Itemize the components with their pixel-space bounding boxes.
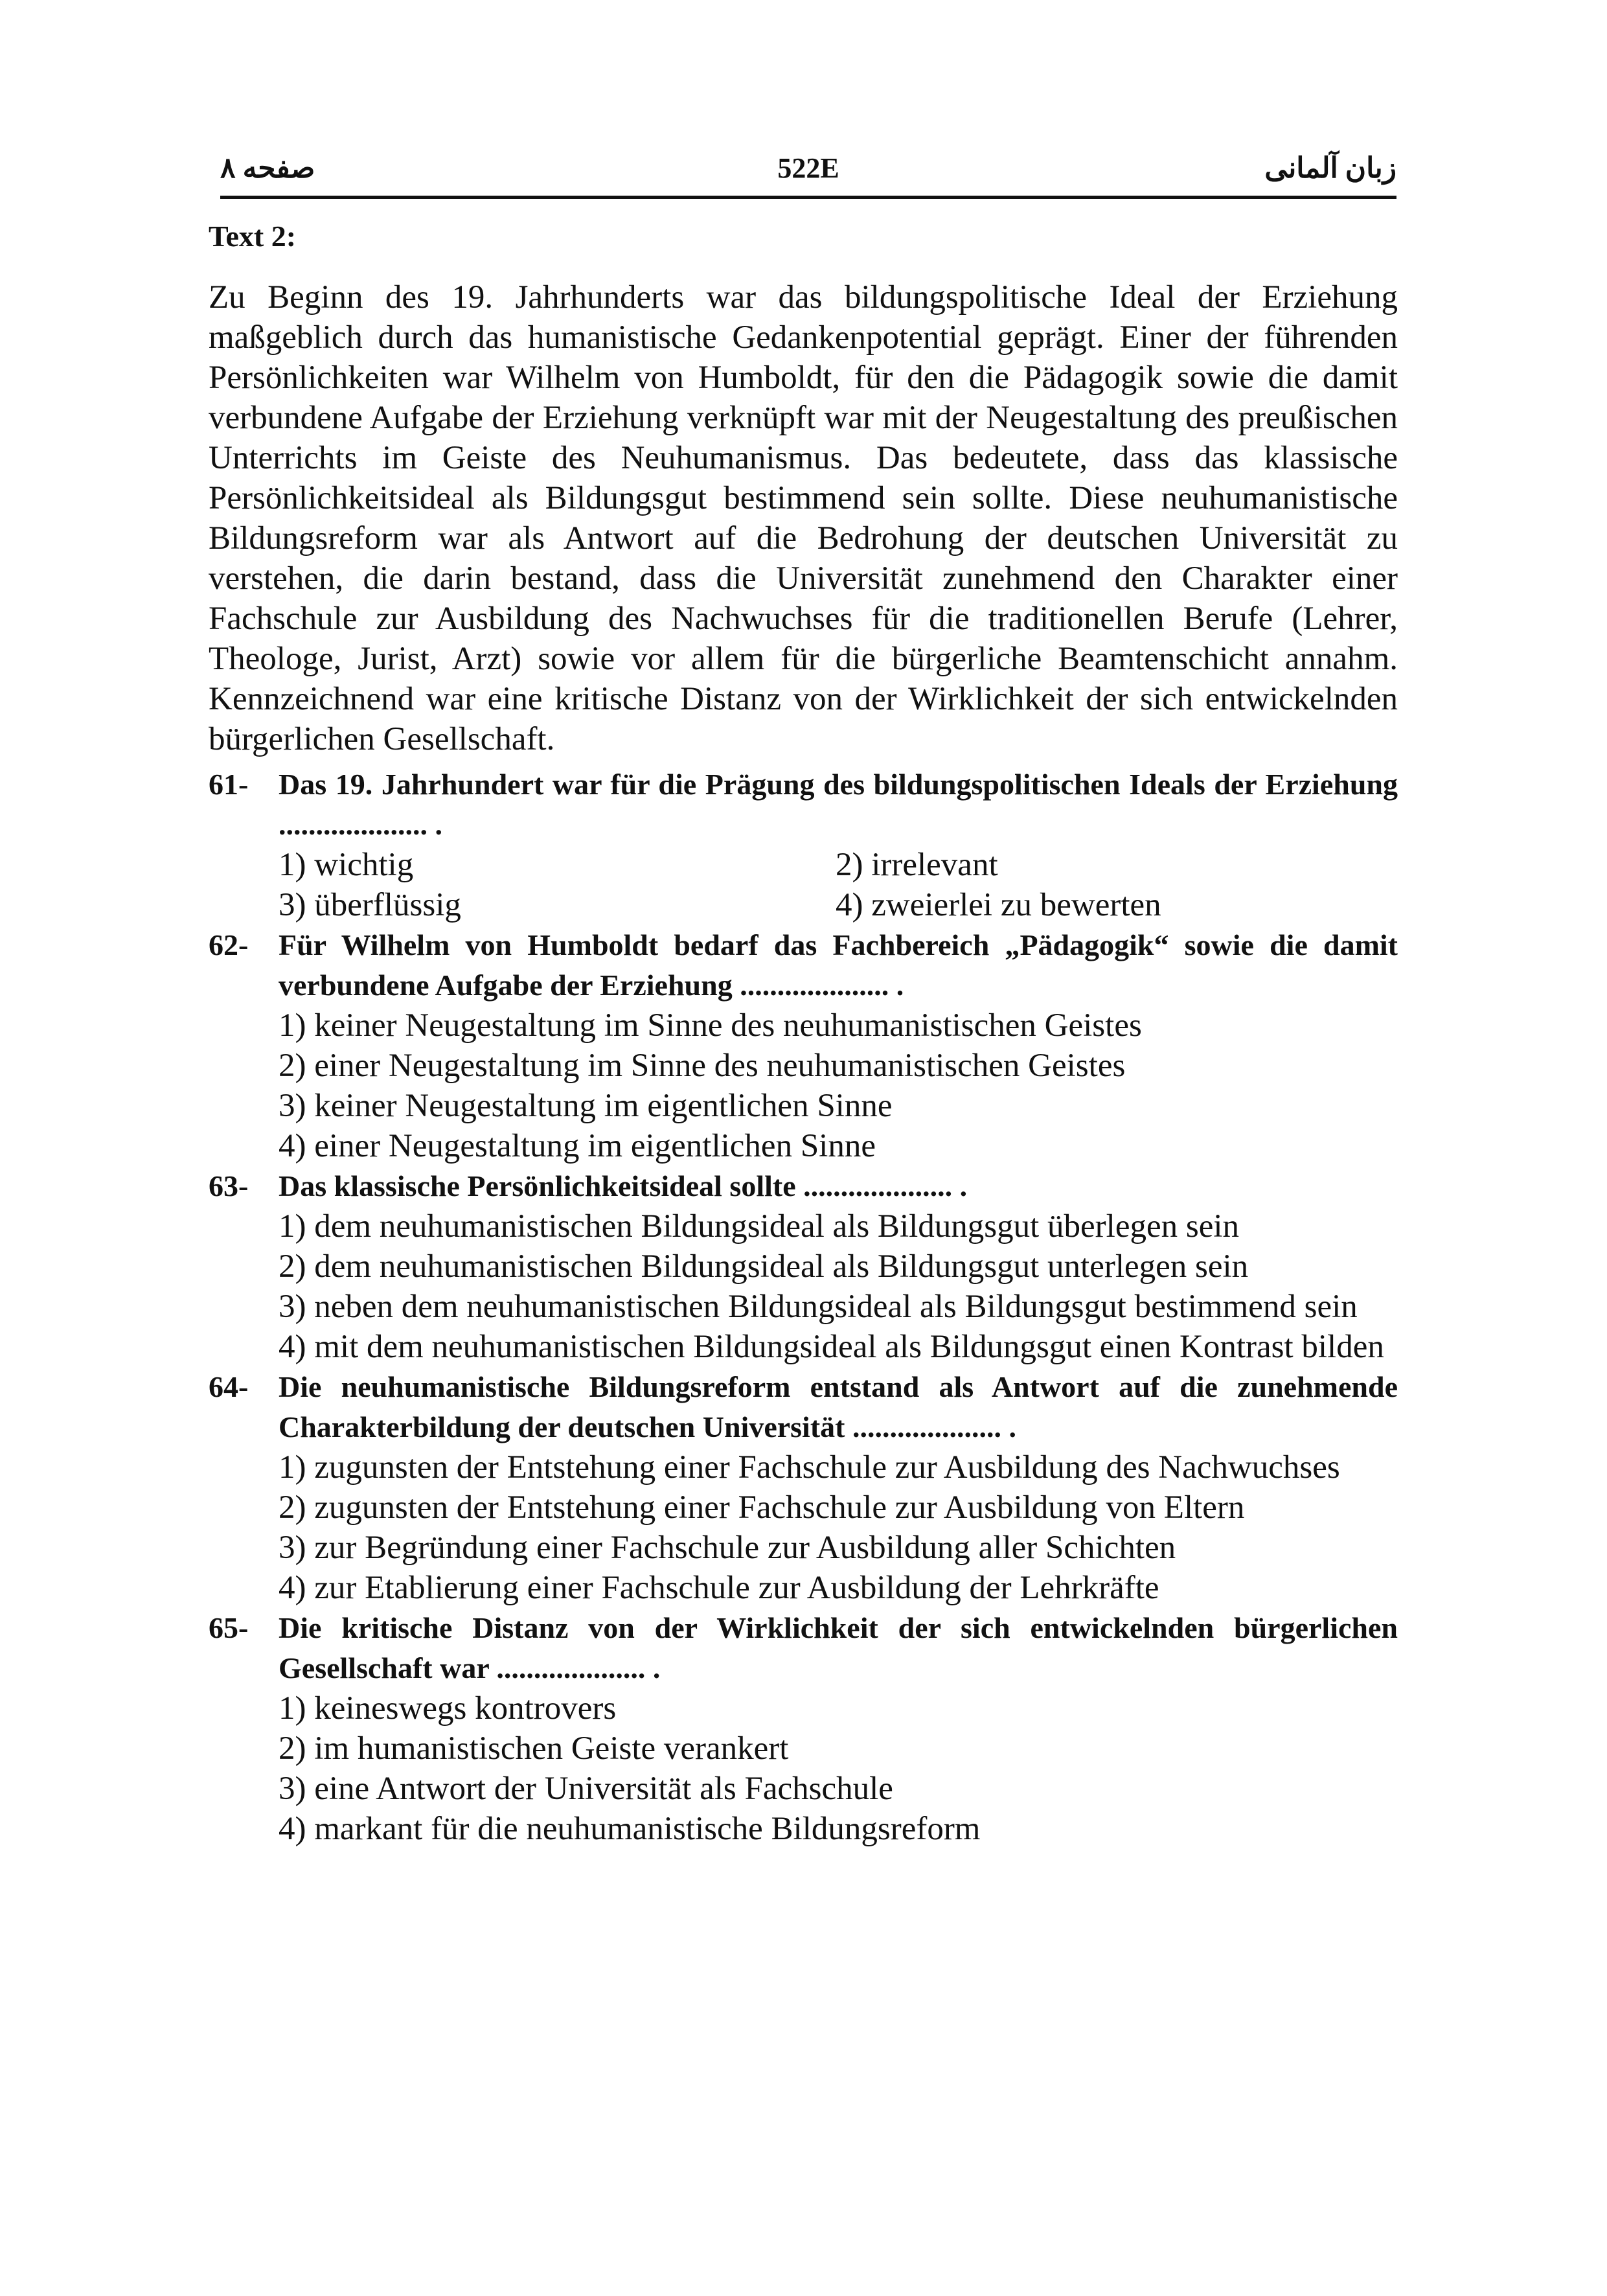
answer-option[interactable]: 3) eine Antwort der Universität als Fachschule [279, 1771, 893, 1807]
answer-options [279, 1005, 1398, 1166]
question-63 [209, 1166, 1398, 1367]
answer-option[interactable]: 2) im humanistischen Geiste verankert [279, 1730, 789, 1767]
answer-option[interactable]: 4) mit dem neuhumanistischen Bildungsideal als Bildungsgut einen Kontrast bilden [279, 1329, 1384, 1365]
question-number: 63- [209, 1169, 249, 1202]
answer-option[interactable]: 2) zugunsten der Entstehung einer Fachschule zur Ausbildung von Eltern [279, 1489, 1245, 1526]
answer-options [279, 1688, 1398, 1849]
answer-option[interactable]: 1) dem neuhumanistischen Bildungsideal als Bildungsgut überlegen sein [279, 1208, 1240, 1245]
question-number: 62- [209, 928, 249, 961]
answer-option[interactable]: 3) neben dem neuhumanistischen Bildungsideal als Bildungsgut bestimmend sein [279, 1289, 1358, 1325]
answer-option[interactable]: 1) keiner Neugestaltung im Sinne des neuhumanistischen Geistes [279, 1007, 1142, 1044]
question-number: 64- [209, 1370, 249, 1403]
question-stem: Die kritische Distanz von der Wirklichkeit der sich entwickelnden bürgerlichen Gesellschaft war .................... . [279, 1611, 1398, 1684]
question-65 [209, 1608, 1398, 1849]
question-number: 65- [209, 1611, 249, 1644]
answer-option[interactable]: 4) markant für die neuhumanistische Bildungsreform [279, 1811, 981, 1847]
answer-option[interactable]: 2) einer Neugestaltung im Sinne des neuhumanistischen Geistes [279, 1048, 1126, 1084]
question-list [209, 764, 1398, 1849]
question-stem: Das klassische Persönlichkeitsideal sollte .................... . [279, 1169, 968, 1202]
question-62 [209, 925, 1398, 1166]
page-header [220, 146, 1396, 198]
answer-option[interactable]: 4) zur Etablierung einer Fachschule zur Ausbildung der Lehrkräfte [279, 1570, 1159, 1606]
page-number: صفحه ۸ [220, 152, 315, 184]
exam-code: 522E [777, 152, 839, 184]
answer-options [279, 1447, 1398, 1608]
answer-option[interactable]: 1) zugunsten der Entstehung einer Fachschule zur Ausbildung des Nachwuchses [279, 1449, 1340, 1486]
answer-option[interactable]: 3) keiner Neugestaltung im eigentlichen Sinne [279, 1088, 893, 1124]
answer-option[interactable]: 4) zweierlei zu bewerten [836, 887, 1161, 923]
answer-options [279, 845, 1398, 925]
text-heading: Text 2: [209, 220, 297, 253]
question-stem: Für Wilhelm von Humboldt bedarf das Fachbereich „Pädagogik“ sowie die damit verbundene Aufgabe der Erziehung .................... . [279, 928, 1398, 1002]
question-stem: Die neuhumanistische Bildungsreform entstand als Antwort auf die zunehmende Charakterbildung der deutschen Universität .................... . [279, 1370, 1398, 1443]
question-stem: Das 19. Jahrhundert war für die Prägung des bildungspolitischen Ideals der Erziehung .................... . [279, 768, 1398, 841]
header-divider [220, 196, 1396, 199]
answer-option[interactable]: 3) überflüssig [279, 887, 461, 923]
answer-option[interactable]: 2) irrelevant [836, 847, 998, 883]
answer-option[interactable]: 2) dem neuhumanistischen Bildungsideal als Bildungsgut unterlegen sein [279, 1248, 1249, 1285]
reading-passage: Zu Beginn des 19. Jahrhunderts war das bildungspolitische Ideal der Erziehung maßgeblich durch das humanistische Gedankenpotential geprägt. Einer der führenden Persönlichkeiten war Wilhelm von Humboldt, für den die Pädagogik sowie die damit verbundene Aufgabe der Erziehung verknüpft war mit der Neugestaltung des preußischen Unterrichts im Geiste des Neuhumanismus. Das bedeutete, dass das klassische Persönlichkeitsideal als Bildungsgut bestimmend sein sollte. Diese neuhumanistische Bildungsreform war als Antwort auf die Bedrohung der deutschen Universität zu verstehen, die darin bestand, dass die Universität zunehmend den Charakter einer Fachschule zur Ausbildung des Nachwuchses für die traditionellen Berufe (Lehrer, Theologe, Jurist, Arzt) sowie vor allem für die bürgerliche Beamtenschicht annahm. Kennzeichnend war eine kritische Distanz von der Wirklichkeit der sich entwickelnden bürgerlichen Gesellschaft. [209, 279, 1398, 757]
answer-option[interactable]: 4) einer Neugestaltung im eigentlichen Sinne [279, 1128, 876, 1164]
question-61 [209, 764, 1398, 925]
answer-options [279, 1206, 1398, 1367]
answer-option[interactable]: 3) zur Begründung einer Fachschule zur Ausbildung aller Schichten [279, 1530, 1176, 1566]
question-64 [209, 1367, 1398, 1608]
subject-title: زبان آلمانی [1264, 152, 1396, 184]
answer-option[interactable]: 1) keineswegs kontrovers [279, 1690, 617, 1727]
answer-option[interactable]: 1) wichtig [279, 847, 414, 883]
question-number: 61- [209, 768, 249, 801]
